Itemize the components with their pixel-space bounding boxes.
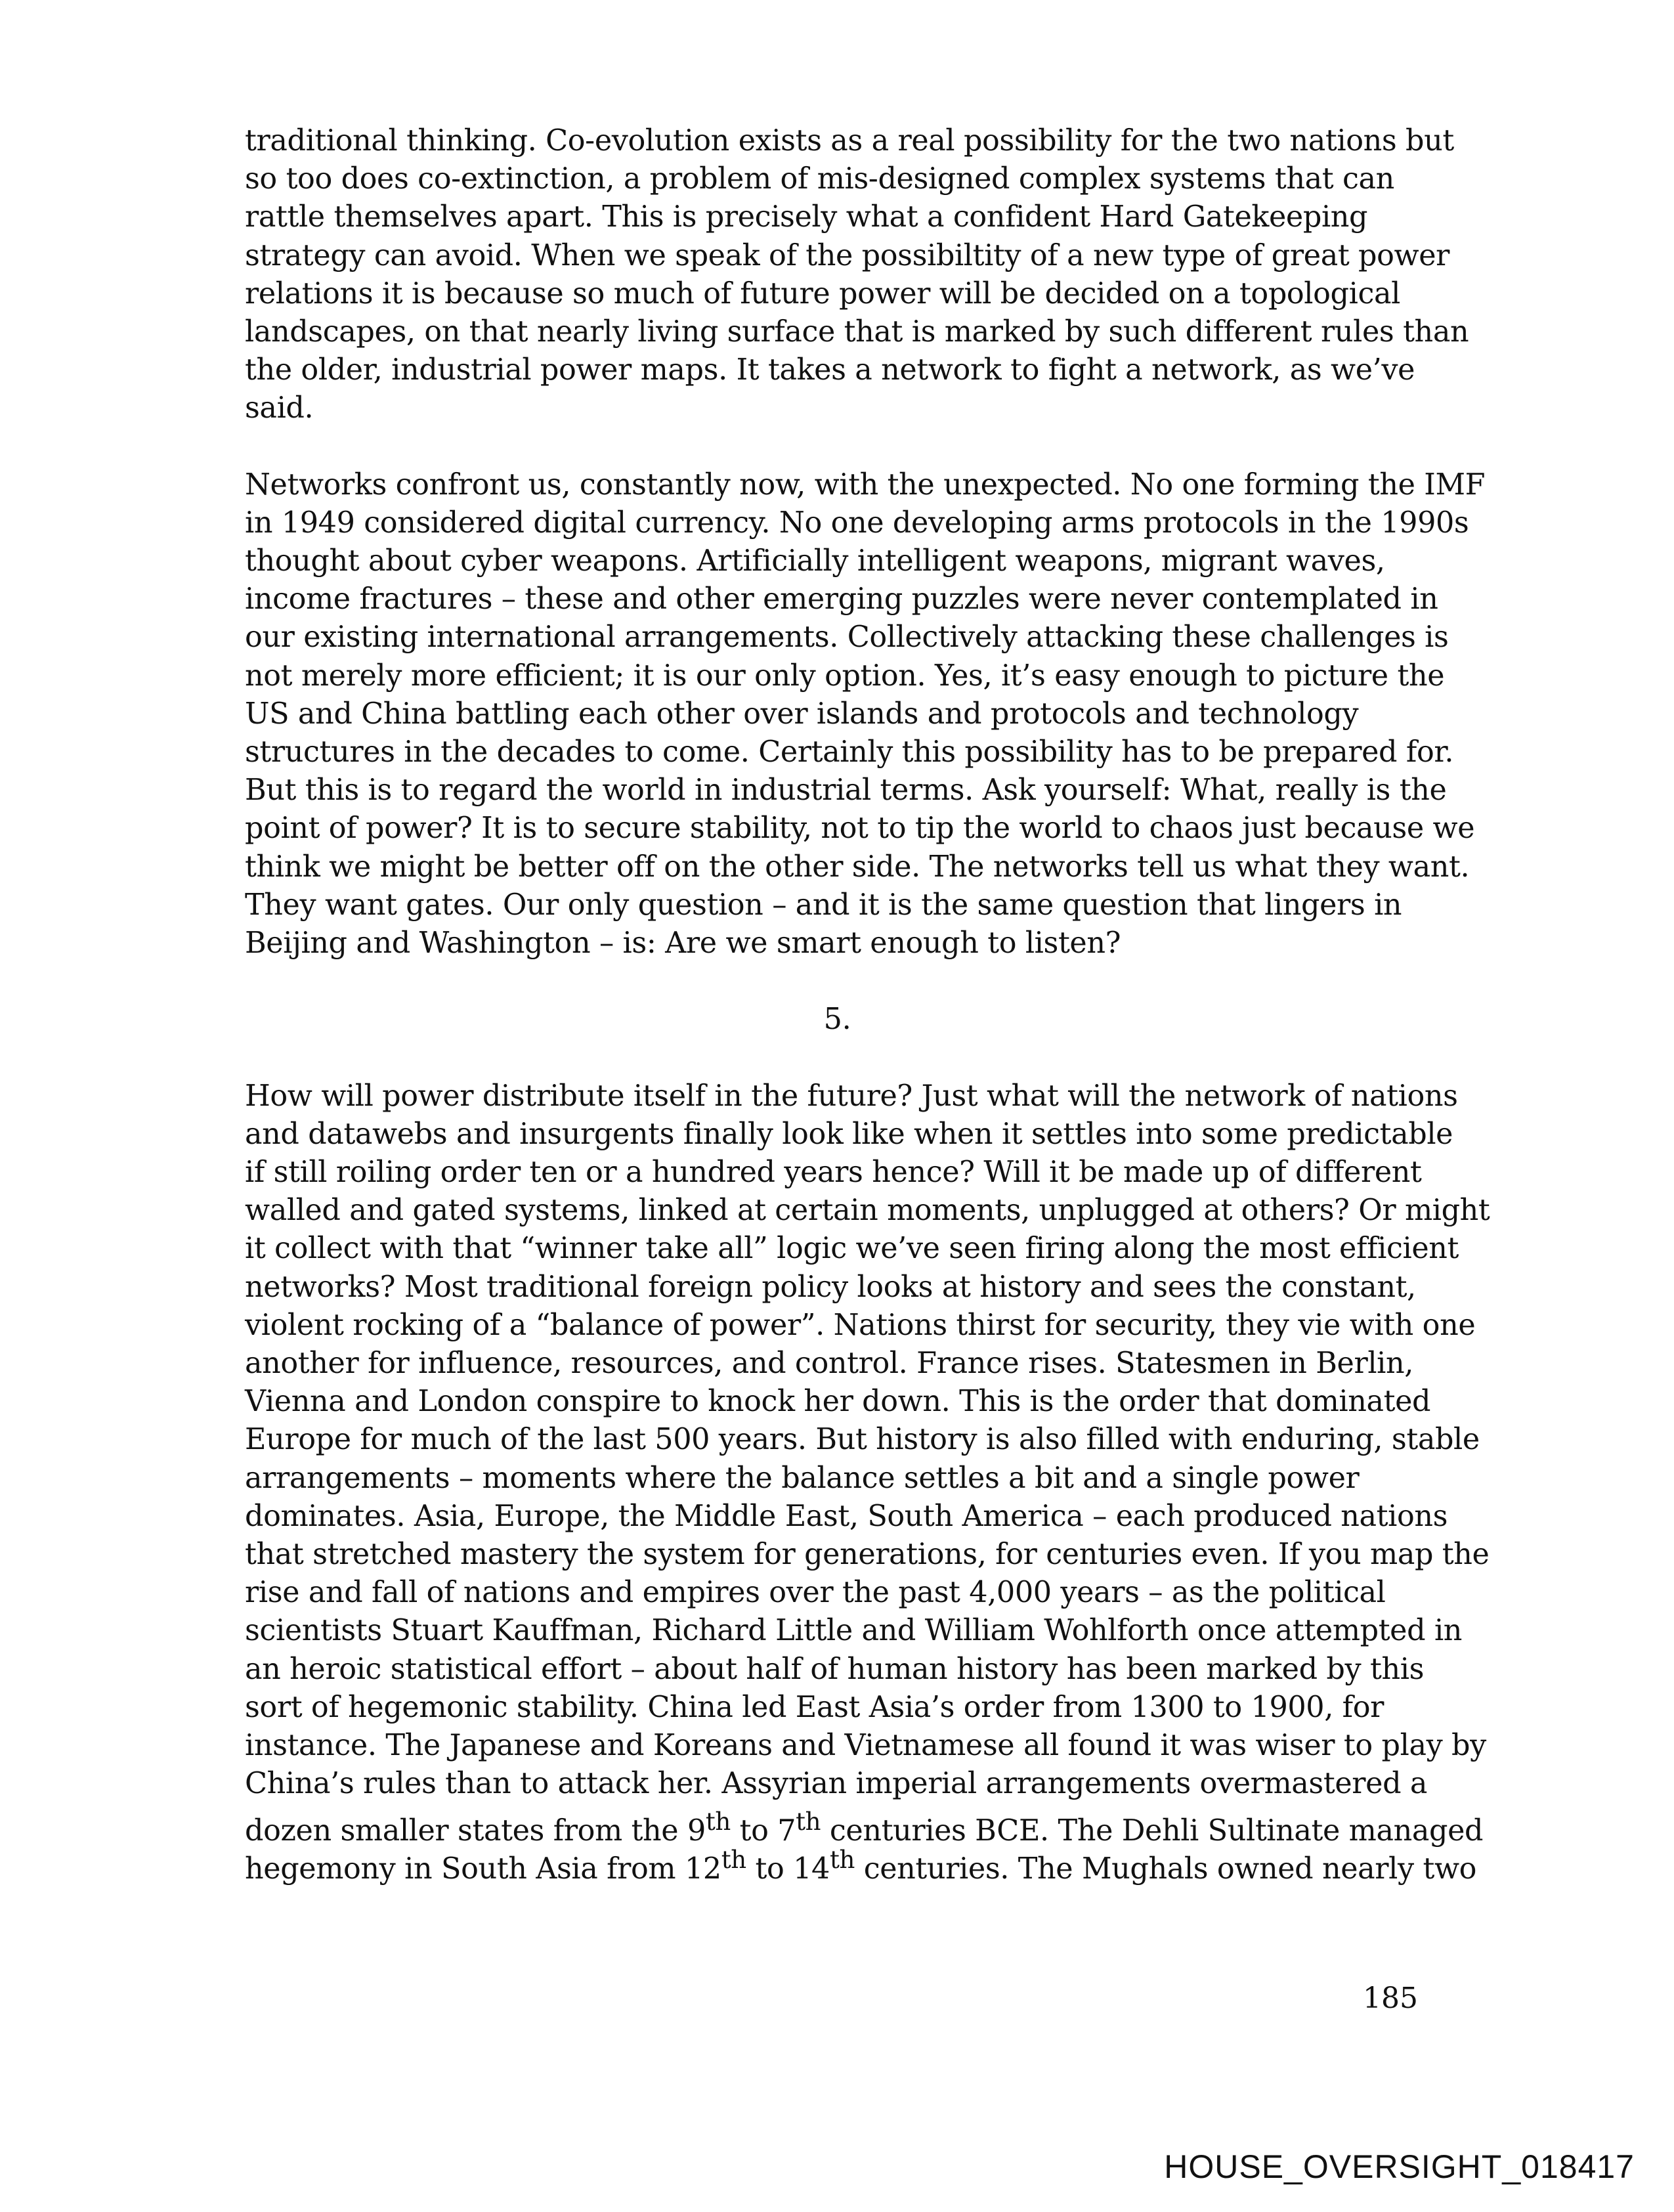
- text-line: China’s rules than to attack her. Assyrian imperial arrangements overmastered a: [245, 1767, 1428, 1801]
- text-line: They want gates. Our only question – and it is the same question that lingers in: [245, 888, 1402, 922]
- text-line: walled and gated systems, linked at certain moments, unplugged at others? Or might: [245, 1194, 1490, 1228]
- text-line: point of power? It is to secure stability, not to tip the world to chaos just because we: [245, 812, 1475, 846]
- paragraph-1: [245, 122, 1469, 428]
- text-line: rattle themselves apart. This is precisely what a confident Hard Gatekeeping: [245, 200, 1368, 234]
- text-fragment: to 14: [746, 1852, 830, 1886]
- text-line: networks? Most traditional foreign policy looks at history and sees the constant,: [245, 1270, 1416, 1304]
- text-line: traditional thinking. Co-evolution exists as a real possibility for the two nations but: [245, 124, 1454, 158]
- ordinal-superscript: th: [796, 1808, 821, 1836]
- text-line: landscapes, on that nearly living surface that is marked by such different rules than: [245, 314, 1469, 349]
- text-line: strategy can avoid. When we speak of the possibiltity of a new type of great power: [245, 238, 1450, 272]
- text-line: structures in the decades to come. Certainly this possibility has to be prepared for.: [245, 735, 1454, 769]
- text-line: arrangements – moments where the balance settles a bit and a single power: [245, 1461, 1360, 1495]
- text-line: another for influence, resources, and control. France rises. Statesmen in Berlin,: [245, 1347, 1414, 1380]
- paragraph-2: [245, 466, 1486, 963]
- text-line: But this is to regard the world in industrial terms. Ask yourself: What, really is the: [245, 773, 1447, 808]
- text-line: it collect with that “winner take all” logic we’ve seen firing along the most efficient: [245, 1232, 1459, 1266]
- text-line: the older, industrial power maps. It takes a network to fight a network, as we’ve: [245, 353, 1415, 387]
- text-line: How will power distribute itself in the future? Just what will the network of nations: [245, 1079, 1458, 1113]
- page-number: 185: [1363, 1982, 1418, 2015]
- text-fragment: centuries. The Mughals owned nearly two: [854, 1852, 1477, 1886]
- text-fragment: dozen smaller states from the 9: [245, 1814, 706, 1848]
- text-line: instance. The Japanese and Koreans and Vietnamese all found it was wiser to play by: [245, 1728, 1486, 1762]
- ordinal-superscript: th: [829, 1846, 855, 1875]
- text-line-with-superscripts: [245, 1841, 1477, 1886]
- text-fragment: centuries BCE. The Dehli Sultinate managed: [821, 1814, 1484, 1848]
- text-line: US and China battling each other over islands and protocols and technology: [245, 697, 1359, 731]
- text-fragment: hegemony in South Asia from 12: [245, 1852, 721, 1886]
- paragraph-spacer: [245, 1039, 1430, 1077]
- text-line: sort of hegemonic stability. China led East Asia’s order from 1300 to 1900, for: [245, 1690, 1384, 1724]
- text-line: Networks confront us, constantly now, with the unexpected. No one forming the IMF: [245, 467, 1486, 502]
- document-body: [245, 122, 1490, 1886]
- section-number: 5.: [823, 1003, 851, 1037]
- text-line: so too does co-extinction, a problem of mis-designed complex systems that can: [245, 162, 1394, 196]
- text-line: an heroic statistical effort – about half of human history has been marked by this: [245, 1652, 1425, 1686]
- text-line: dominates. Asia, Europe, the Middle East, South America – each produced nations: [245, 1499, 1448, 1533]
- text-line: Europe for much of the last 500 years. But history is also filled with enduring, stable: [245, 1423, 1480, 1457]
- paragraph-spacer: [245, 428, 1430, 466]
- text-line: relations it is because so much of future power will be decided on a topological: [245, 276, 1400, 311]
- text-line: thought about cyber weapons. Artificially intelligent weapons, migrant waves,: [245, 544, 1385, 578]
- text-line: said.: [245, 391, 314, 425]
- ordinal-superscript: th: [721, 1846, 746, 1875]
- text-line: Beijing and Washington – is: Are we smart enough to listen?: [245, 926, 1121, 960]
- text-line: violent rocking of a “balance of power”. Nations thirst for security, they vie with one: [245, 1308, 1476, 1342]
- text-fragment: to 7: [730, 1814, 796, 1848]
- ordinal-superscript: th: [705, 1808, 731, 1836]
- text-line: rise and fall of nations and empires over the past 4,000 years – as the political: [245, 1576, 1386, 1610]
- text-line: and datawebs and insurgents finally look like when it settles into some predictable: [245, 1117, 1453, 1151]
- text-line: our existing international arrangements. Collectively attacking these challenges is: [245, 620, 1449, 655]
- text-line: scientists Stuart Kauffman, Richard Little and William Wohlforth once attempted in: [245, 1614, 1463, 1648]
- text-line: income fractures – these and other emerging puzzles were never contemplated in: [245, 582, 1438, 617]
- text-line: in 1949 considered digital currency. No one developing arms protocols in the 1990s: [245, 506, 1469, 540]
- bates-stamp: HOUSE_OVERSIGHT_018417: [1164, 2148, 1635, 2185]
- text-line-with-superscripts: [245, 1803, 1484, 1848]
- text-line: that stretched mastery the system for generations, for centuries even. If you map the: [245, 1537, 1490, 1571]
- text-line: not merely more efficient; it is our only option. Yes, it’s easy enough to picture the: [245, 659, 1445, 693]
- paragraph-spacer: [245, 963, 1430, 1001]
- text-line: think we might be better off on the other side. The networks tell us what they want.: [245, 850, 1470, 884]
- paragraph-3: [245, 1077, 1490, 1886]
- text-line: Vienna and London conspire to knock her down. This is the order that dominated: [245, 1385, 1431, 1419]
- text-line: if still roiling order ten or a hundred years hence? Will it be made up of different: [245, 1156, 1422, 1190]
